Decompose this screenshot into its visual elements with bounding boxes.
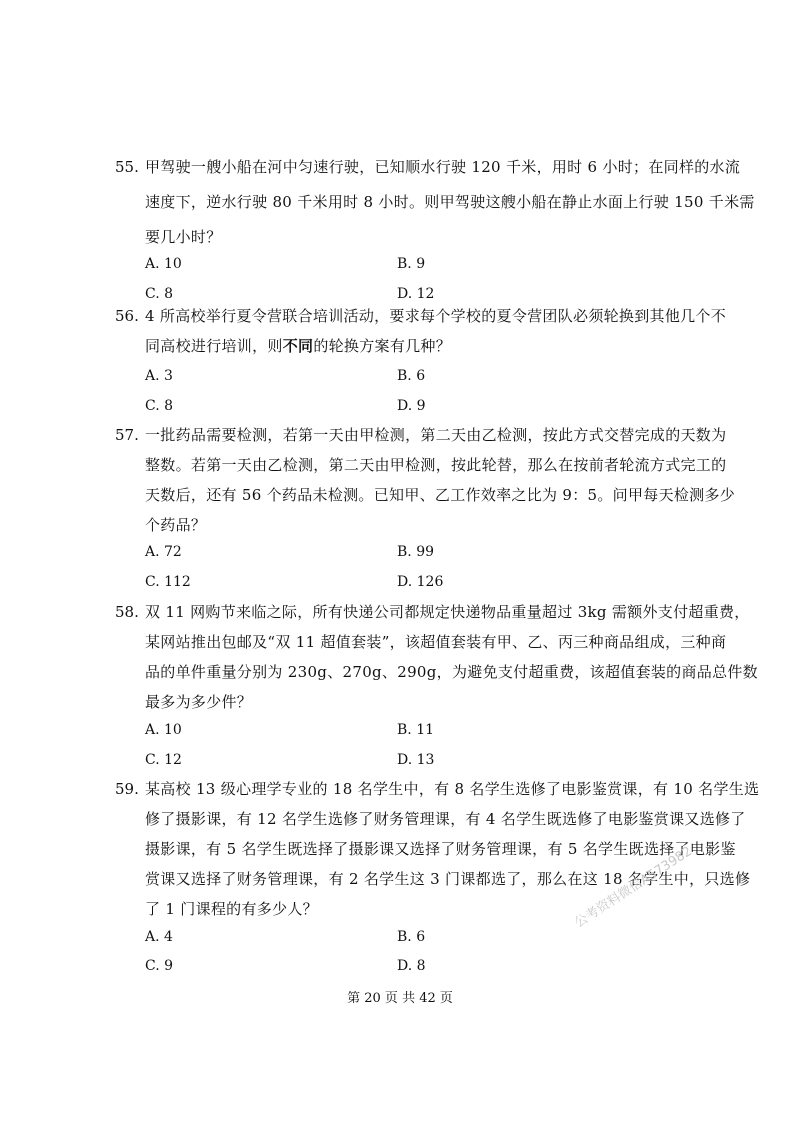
- option-c: C. 8: [145, 286, 174, 302]
- question-text-line: 品的单件重量分别为 230g、270g、290g，为避免支付超重费，该超值套装的商品总件数: [145, 663, 758, 681]
- option-b: B. 6: [397, 368, 426, 384]
- option-b: B. 6: [397, 929, 426, 945]
- question-text-segment: 同高校进行培训，则: [145, 337, 283, 355]
- option-b: B. 9: [397, 256, 426, 272]
- question-text-line: 某网站推出包邮及“双 11 超值套装”，该超值套装有甲、乙、丙三种商品组成，三种商: [145, 633, 727, 651]
- question-text-line: 甲驾驶一艘小船在河中匀速行驶，已知顺水行驶 120 千米，用时 6 小时；在同样的水流: [145, 158, 741, 176]
- question-text-line: 4 所高校举行夏令营联合培训活动，要求每个学校的夏令营团队必须轮换到其他几个不: [145, 307, 727, 325]
- option-a: A. 10: [145, 722, 182, 738]
- question-text-line: [145, 336, 451, 356]
- question-text-line: 个药品？: [145, 516, 207, 534]
- option-b: B. 99: [397, 544, 435, 560]
- emphasis-text: 不同: [282, 337, 314, 355]
- question-text-line: 双 11 网购节来临之际，所有快递公司都规定快递物品重量超过 3kg 需额外支付超重费，: [145, 603, 750, 621]
- option-d: D. 13: [397, 752, 435, 768]
- question-text-line: 速度下，逆水行驶 80 千米用时 8 小时。则甲驾驶这艘小船在静止水面上行驶 150 千米需: [145, 193, 755, 211]
- question-text-line: 要几小时？: [145, 228, 222, 246]
- question-text-line: 摄影课，有 5 名学生既选择了摄影课又选择了财务管理课，有 5 名学生既选择了电影鉴: [145, 840, 736, 858]
- question-text-line: 天数后，还有 56 个药品未检测。已知甲、乙工作效率之比为 9：5。问甲每天检测多少: [145, 486, 736, 504]
- option-c: C. 8: [145, 398, 174, 414]
- question-text-line: 赏课又选择了财务管理课，有 2 名学生这 3 门课都选了，那么在这 18 名学生中，只选修: [145, 870, 751, 888]
- question-text-line: 修了摄影课，有 12 名学生选修了财务管理课，有 4 名学生既选修了电影鉴赏课又选修了: [145, 810, 746, 828]
- question-text-line: 某高校 13 级心理学专业的 18 名学生中，有 8 名学生选修了电影鉴赏课，有 10 名学生选: [145, 780, 760, 798]
- option-c: C. 9: [145, 958, 174, 974]
- question-number: 59.: [115, 780, 139, 798]
- question-number: 56.: [115, 307, 139, 325]
- question-text-line: 整数。若第一天由乙检测，第二天由甲检测，按此轮替，那么在按前者轮流方式完工的: [145, 456, 727, 474]
- option-d: D. 9: [397, 398, 426, 414]
- option-d: D. 12: [397, 286, 435, 302]
- option-a: A. 72: [145, 544, 182, 560]
- question-text-line: 一批药品需要检测，若第一天由甲检测，第二天由乙检测，按此方式交替完成的天数为: [145, 426, 727, 444]
- option-b: B. 11: [397, 722, 435, 738]
- option-d: D. 8: [397, 958, 426, 974]
- option-d: D. 126: [397, 574, 444, 590]
- option-a: A. 3: [145, 368, 173, 384]
- option-c: C. 12: [145, 752, 182, 768]
- question-text-segment: 的轮换方案有几种？: [313, 337, 452, 355]
- question-text-line: 了 1 门课程的有多少人？: [145, 900, 318, 918]
- watermark: 公考资料微信A573982: [572, 843, 695, 931]
- option-a: A. 4: [145, 929, 173, 945]
- question-number: 55.: [115, 158, 139, 176]
- question-text-line: 最多为多少件？: [145, 693, 253, 711]
- question-number: 57.: [115, 426, 139, 444]
- page-footer: 第 20 页 共 42 页: [347, 991, 453, 1006]
- question-number: 58.: [115, 603, 139, 621]
- option-c: C. 112: [145, 574, 191, 590]
- option-a: A. 10: [145, 256, 182, 272]
